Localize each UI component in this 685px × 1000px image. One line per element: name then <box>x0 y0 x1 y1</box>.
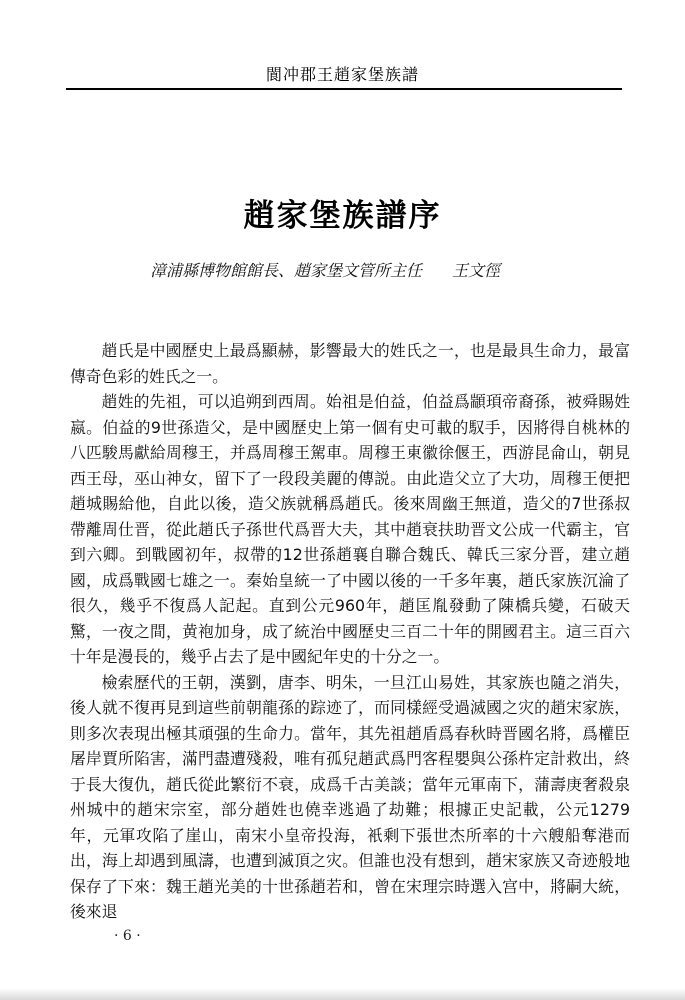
paragraph: 趙氏是中國歷史上最爲顯赫，影響最大的姓氏之一，也是最具生命力，最富傳奇色彩的姓氏之一。 <box>70 341 630 386</box>
author-line <box>150 258 500 281</box>
page-number: · 6 · <box>114 928 141 944</box>
body-text <box>70 338 630 925</box>
author-name: 王文徑 <box>452 261 501 280</box>
running-header: 閬冲郡王趙家堡族譜 <box>265 65 419 84</box>
author-affiliation: 漳浦縣博物館館長、趙家堡文管所主任 <box>150 261 423 280</box>
document-title: 趙家堡族譜序 <box>243 198 442 234</box>
paragraph: 檢索歷代的王朝，漢劉，唐李、明朱，一旦江山易姓，其家族也隨之消失，後人就不復再見到這些前朝龍孫的踪迹了，而同樣經受過滅國之灾的趙宋家族，則多次表現出極其頑强的生命力。當年，其先祖趙盾爲春秋時晋國名將，爲權臣屠岸賈所陷害，滿門盡遭殘殺，唯有孤兒趙武爲門客程嬰與公孫杵定計救出，終于長大復仇，趙氏從此繁衍不衰，成爲千古美談；當年元軍南下，蒲壽庚奢殺泉州城中的趙宋宗室，部分趙姓也僥幸逃過了劫難；根據正史記載，公元1279年，元軍攻陷了崖山，南宋小皇帝投海，衹剩下張世杰所率的十六艘船奪港而出，海上却遇到風濤，也遭到滅頂之灾。但誰也没有想到，趙宋家族又奇迹般地保存了下來：魏王趙光美的十世孫趙若和，曾在宋理宗時選入宫中，將嗣大統，後來退 <box>70 672 630 921</box>
scan-edge <box>0 988 685 1000</box>
paragraph: 趙姓的先祖，可以追朔到西周。始祖是伯益，伯益爲顓頊帝裔孫，被舜賜姓嬴。伯益的9世孫造父，是中國歷史上第一個有史可載的馭手，因將得自桃林的八匹駿馬獻給周穆王，并爲周穆王駕車。周穆王東徽徐偃王，西游昆侖山，朝見西王母，巫山神女，留下了一段段美麗的傳説。由此造父立了大功，周穆王便把趙城賜給他，自此以後，造父族就稱爲趙氏。後來周幽王無道，造父的7世孫叔帶離周仕晋，從此趙氏子孫世代爲晋大夫，其中趙衰扶助晋文公成一代霸主，官到六卿。到戰國初年，叔帶的12世孫趙襄自聯合魏氏、韓氏三家分晋，建立趙國，成爲戰國七雄之一。秦始皇統一了中國以後的一千多年裏，趙氏家族沉淪了很久，幾乎不復爲人記起。直到公元960年，趙匡胤發動了陳橋兵變，石破天驚，一夜之間，黄袍加身，成了統治中國歷史三百二十年的開國君主。這三百六十年是漫長的，幾乎占去了是中國紀年史的十分之一。 <box>70 392 630 666</box>
header-rule <box>66 88 622 90</box>
